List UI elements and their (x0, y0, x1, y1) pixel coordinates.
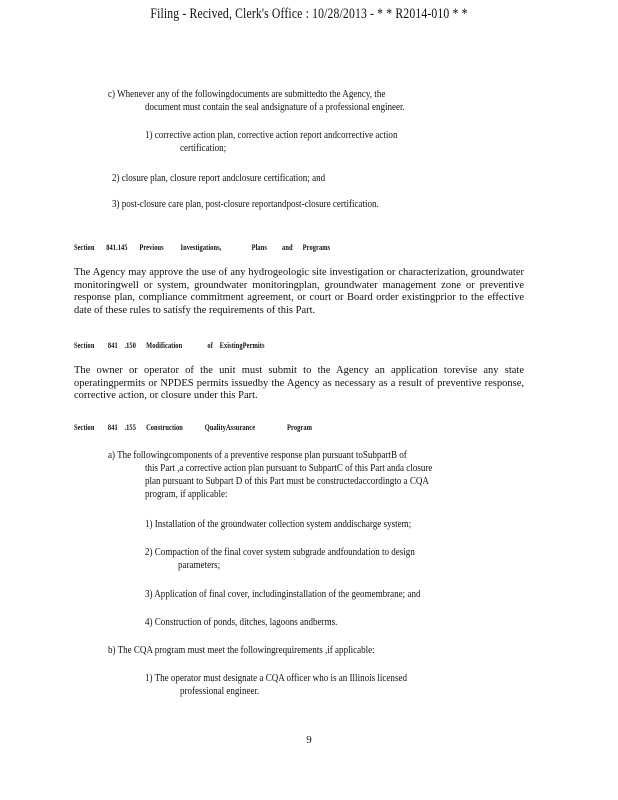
a-paragraph-line-1: a) The followingcomponents of a preventive response plan pursuant toSubpartB of (108, 450, 407, 461)
section-841-145-heading: Section 841.145 Previous Investigations, Plans and Programs (74, 243, 331, 252)
c-item-1-line-1: 1) corrective action plan, corrective action report andcorrective action (145, 130, 398, 141)
a-item-3: 3) Application of final cover, includinginstallation of the geomembrane; and (145, 589, 421, 600)
filing-stamp-header: Filing - Recived, Clerk's Office : 10/28/2013 - * * R2014-010 * * (150, 6, 468, 22)
page-number: 9 (306, 734, 312, 746)
a-item-2-line-1: 2) Compaction of the final cover system subgrade andfoundation to design (145, 547, 415, 558)
b-paragraph-line-1: b) The CQA program must meet the followingrequirements ,if applicable: (108, 645, 375, 656)
section-841-145-body: The Agency may approve the use of any hydrogeologic site investigation or characterization, groundwater monitoringwell or system, groundwater monitoringplan, groundwater management zone or preventive response plan, compliance commitment agreement, or court or Board order existingprior to the effective date of these rules to satisfy the requirements of this Part. (74, 267, 524, 316)
section-841-155-heading: Section 841 .155 Construction QualityAssurance Program (74, 423, 313, 432)
a-item-4: 4) Construction of ponds, ditches, lagoons andberms. (145, 617, 338, 628)
b-item-1-line-2: professional engineer. (180, 686, 260, 697)
a-item-1: 1) Installation of the groundwater collection system anddischarge system; (145, 519, 412, 530)
c-item-2: 2) closure plan, closure report andclosure certification; and (112, 173, 326, 184)
a-paragraph-line-4: program, if applicable: (145, 489, 228, 500)
a-paragraph-line-2: this Part ,a corrective action plan pursuant to SubpartC of this Part anda closure (145, 463, 433, 474)
c-paragraph-line-2: document must contain the seal andsignature of a professional engineer. (145, 102, 405, 113)
a-item-2-line-2: parameters; (178, 560, 221, 571)
section-841-150-heading: Section 841 .150 Modification of ExistingPermits (74, 341, 265, 350)
b-item-1-line-1: 1) The operator must designate a CQA officer who is an Illinois licensed (145, 673, 407, 684)
c-paragraph-line-1: c) Whenever any of the followingdocuments are submittedto the Agency, the (108, 89, 386, 100)
a-paragraph-line-3: plan pursuant to Subpart D of this Part must be constructedaccordingto a CQA (145, 476, 429, 487)
c-item-1-line-2: certification; (180, 143, 227, 154)
c-item-3: 3) post-closure care plan, post-closure reportandpost-closure certification. (112, 199, 379, 210)
section-841-150-body: The owner or operator of the unit must submit to the Agency an application torevise any state operatingpermits or NPDES permits issuedby the Agency as necessary as a result of preventive response, corrective action, or closure under this Part. (74, 365, 524, 402)
